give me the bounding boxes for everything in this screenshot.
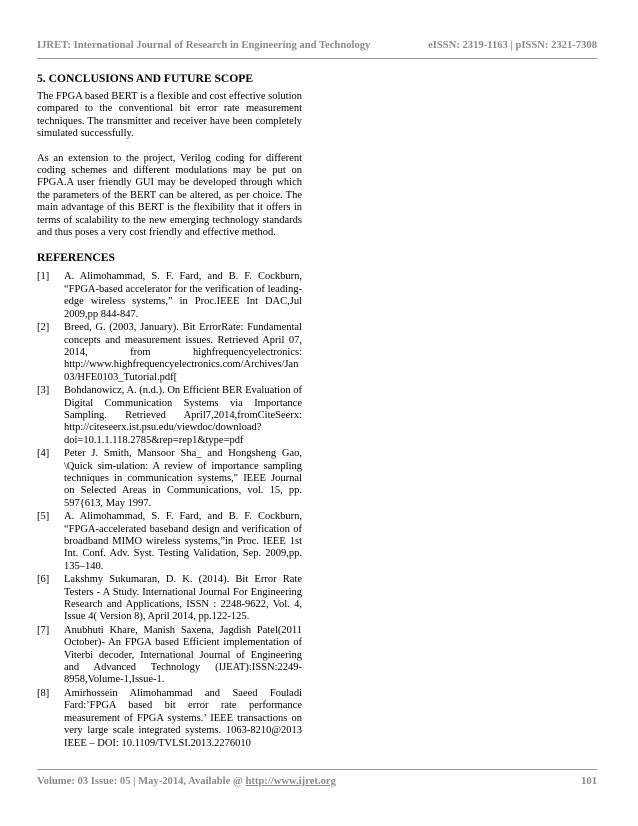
reference-number: [8]	[37, 687, 50, 699]
reference-text: Breed, G. (2003, January). Bit ErrorRate: Fundamental concepts and measurement issues. Retrieved April 07, 2014, from highfrequencyelectronics: http://www.highfrequencyelectronics.com/Archives/Jan03/HFE0103_Tutorial.pdf[	[64, 322, 302, 383]
footer-volume-text: Volume: 03 Issue: 05 | May-2014, Available @	[37, 776, 246, 787]
conclusions-paragraph-2: As an extension to the project, Verilog coding for different coding schemes and different modulations may be put on FPGA.A user friendly GUI may be developed through which the parameters of the BERT can be altered, as per choice. The main advantage of this BERT is the flexibility that it offers in terms of scalability to the new emerging technology standards and thus poses a very cost friendly and effective method.	[37, 152, 302, 239]
reference-number: [1]	[37, 271, 50, 283]
reference-list	[37, 271, 302, 749]
reference-number: [4]	[37, 448, 50, 460]
journal-website-link[interactable]: http://www.ijret.org	[245, 776, 336, 787]
reference-number: [7]	[37, 624, 50, 636]
page-footer	[37, 776, 597, 787]
issn-text: eISSN: 2319-1163 | pISSN: 2321-7308	[428, 40, 597, 51]
reference-item	[37, 385, 302, 447]
footer-volume-info	[37, 776, 336, 787]
reference-number: [3]	[37, 385, 50, 397]
reference-text: A. Alimohammad, S. F. Fard, and B. F. Cockburn, “FPGA-based accelerator for the verification of leading-edge wireless systems,” in Proc.IEEE Int DAC,Jul 2009,pp 844-847.	[64, 271, 302, 320]
page-number: 101	[581, 776, 597, 787]
conclusions-paragraph-1: The FPGA based BERT is a flexible and cost effective solution compared to the conventional bit error rate measurement techniques. The transmitter and receiver have been completely simulated successfully.	[37, 91, 302, 140]
footer-divider	[37, 769, 597, 770]
reference-item	[37, 511, 302, 573]
section-heading-conclusions: 5. CONCLUSIONS AND FUTURE SCOPE	[37, 72, 254, 85]
reference-item	[37, 271, 302, 321]
reference-text: Lakshmy Sukumaran, D. K. (2014). Bit Error Rate Testers - A Study. International Journal For Engineering Research and Applications, ISSN : 2248-9622, Vol. 4, Issue 4( Version 8), April 2014, pp.122-125.	[64, 574, 302, 623]
journal-title: IJRET: International Journal of Research in Engineering and Technology	[37, 40, 371, 51]
reference-number: [5]	[37, 511, 50, 523]
reference-item	[37, 574, 302, 624]
reference-item	[37, 322, 302, 384]
page-header	[37, 40, 597, 51]
reference-text: Bohdanowicz, A. (n.d.). On Efficient BER Evaluation of Digital Communication Systems via Importance Sampling. Retrieved April7,2014,fromCiteSeerx: http://citeseerx.ist.psu.edu/viewdoc/download?doi=10.1.1.118.2785&rep=rep1&type=pdf	[64, 385, 302, 446]
left-column	[37, 72, 302, 751]
references-heading: REFERENCES	[37, 251, 115, 265]
reference-item	[37, 688, 302, 750]
reference-item	[37, 448, 302, 510]
reference-text: Anubhuti Khare, Manish Saxena, Jagdish Patel(2011 October)- An FPGA based Efficient implementation of Viterbi decoder, International Journal of Engineering and Advanced Technology (IJEAT):ISSN:2249-8958,Volume-1,Issue-1.	[64, 624, 302, 686]
reference-text: Amirhossein Alimohammad and Saeed Fouladi Fard:’FPGA based bit error rate performance measurement of FPGA systems.’ IEEE transactions on very large scale integrated systems. 1063-8210@2013 IEEE – DOI: 10.1109/TVLSI.2013.2276010	[64, 687, 302, 749]
reference-number: [6]	[37, 574, 50, 586]
reference-item	[37, 625, 302, 687]
reference-text: Peter J. Smith, Mansoor Sha_ and Hongsheng Gao, \Quick sim-ulation: A review of importance sampling techniques in communication systems," IEEE Journal on Selected Areas in Communications, vol. 15, pp. 597{613, May 1997.	[64, 448, 302, 509]
reference-number: [2]	[37, 322, 50, 334]
reference-text: A. Alimohammad, S. F. Fard, and B. F. Cockburn, “FPGA-accelerated baseband design and verification of broadband MIMO wireless systems,”in Proc. IEEE 1st Int. Conf. Adv. Syst. Testing Validation, Sep. 2009,pp. 135–140.	[64, 511, 302, 572]
header-divider	[37, 58, 597, 59]
